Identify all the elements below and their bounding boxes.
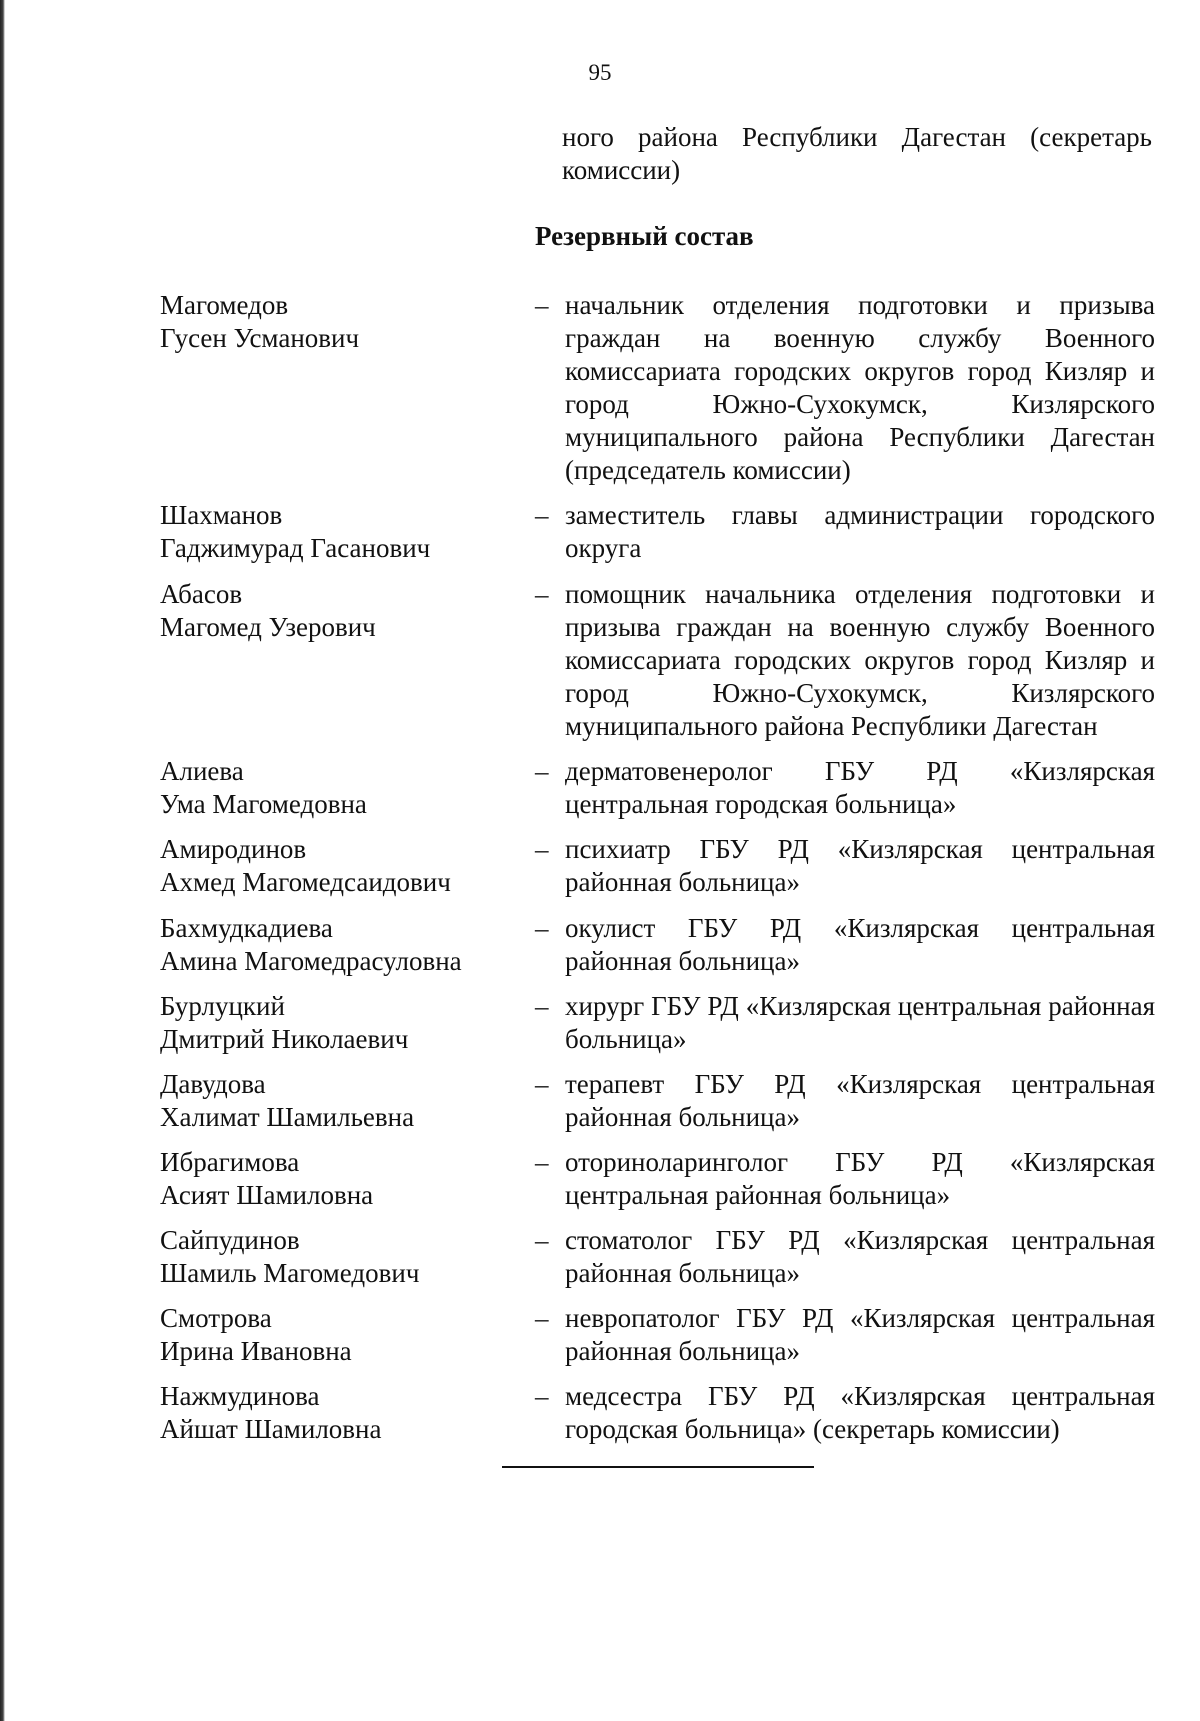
page-number: 95 [588, 60, 612, 85]
member-name: Смотрова Ирина Ивановна [160, 1303, 352, 1366]
member-name: Бахмудкадиева Амина Магомедрасуловна [160, 913, 462, 976]
dash: – [535, 1069, 549, 1099]
member-role: хирург ГБУ РД «Кизлярская центральная районная больница» [565, 991, 1155, 1054]
dash: – [535, 913, 549, 943]
member-role: дерматовенеролог ГБУ РД «Кизлярская центральная городская больница» [565, 756, 1155, 819]
member-role: окулист ГБУ РД «Кизлярская центральная районная больница» [565, 913, 1155, 976]
member-name: Алиева Ума Магомедовна [160, 756, 367, 819]
dash: – [535, 1147, 549, 1177]
dash: – [535, 290, 549, 320]
member-name: Бурлуцкий Дмитрий Николаевич [160, 991, 409, 1054]
continuation-text: ного района Республики Дагестан (секретарь комиссии) [562, 122, 1152, 185]
dash: – [535, 834, 549, 864]
member-name: Нажмудинова Айшат Шамиловна [160, 1381, 382, 1444]
dash: – [535, 1225, 549, 1255]
member-role: невропатолог ГБУ РД «Кизлярская центральная районная больница» [565, 1303, 1155, 1366]
dash: – [535, 1303, 549, 1333]
dash: – [535, 500, 549, 530]
dash: – [535, 1381, 549, 1411]
member-role: помощник начальника отделения подготовки и призыва граждан на военную службу Военного комиссариата городских округов город Кизляр и город Южно-Сухокумск, Кизлярского муниципального района Республики Дагестан [565, 579, 1155, 741]
member-name: Шахманов Гаджимурад Гасанович [160, 500, 431, 563]
member-name: Ибрагимова Асият Шамиловна [160, 1147, 374, 1210]
member-role: стоматолог ГБУ РД «Кизлярская центральная районная больница» [565, 1225, 1155, 1288]
member-role: медсестра ГБУ РД «Кизлярская центральная городская больница» (секретарь комиссии) [565, 1381, 1155, 1444]
member-name: Амиродинов Ахмед Магомедсаидович [160, 834, 451, 897]
member-role: терапевт ГБУ РД «Кизлярская центральная районная больница» [565, 1069, 1155, 1132]
dash: – [535, 579, 549, 609]
section-title: Резервный состав [535, 221, 754, 251]
end-rule [502, 1466, 814, 1468]
member-role: психиатр ГБУ РД «Кизлярская центральная районная больница» [565, 834, 1155, 897]
member-role: оториноларинголог ГБУ РД «Кизлярская центральная районная больница» [565, 1147, 1155, 1210]
dash: – [535, 991, 549, 1021]
scan-edge [0, 0, 5, 1721]
member-name: Давудова Халимат Шамильевна [160, 1069, 415, 1132]
dash: – [535, 756, 549, 786]
member-name: Магомедов Гусен Усманович [160, 290, 360, 353]
member-name: Абасов Магомед Узерович [160, 579, 376, 642]
member-role: заместитель главы администрации городского округа [565, 500, 1155, 563]
member-role: начальник отделения подготовки и призыва граждан на военную службу Военного комиссариата городских округов город Кизляр и город Южно-Сухокумск, Кизлярского муниципального района Республики Дагестан (председатель комиссии) [565, 290, 1155, 485]
member-name: Сайпудинов Шамиль Магомедович [160, 1225, 420, 1288]
